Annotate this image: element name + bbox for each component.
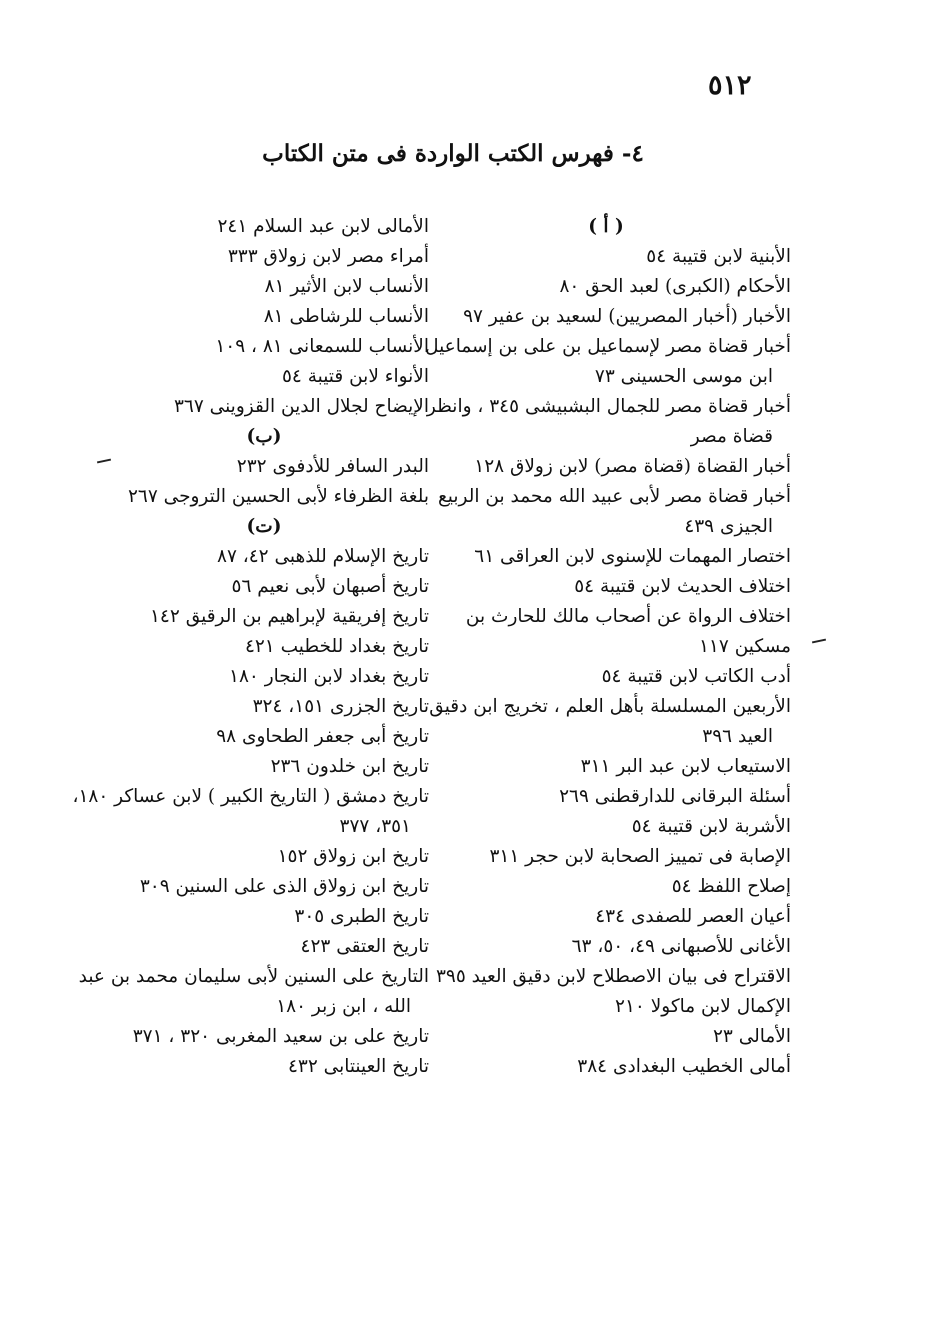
page-number: ٥١٢ xyxy=(708,70,752,101)
index-entry: إصلاح اللفظ ٥٤ xyxy=(671,876,791,897)
index-entry: تاريخ بغداد لابن النجار ١٨٠ xyxy=(229,666,429,687)
index-entry: تاريخ بغداد للخطيب ٤٢١ xyxy=(244,636,429,657)
index-entry: الإصابة فى تمييز الصحابة لابن حجر ٣١١ xyxy=(489,846,791,867)
index-entry: اختصار المهمات للإسنوى لابن العراقى ٦١ xyxy=(474,546,791,567)
index-column-right xyxy=(425,212,791,1082)
index-entry-continuation: مسكين ١١٧ xyxy=(699,636,791,657)
index-entry-continuation: ٣٥١، ٣٧٧ xyxy=(339,816,411,837)
index-entry: الإكمال لابن ماكولا ٢١٠ xyxy=(615,996,791,1017)
index-entry: تاريخ على بن سعيد المغربى ٣٢٠ ، ٣٧١ xyxy=(132,1026,429,1047)
index-entry: أسئلة البرقانى للدارقطنى ٢٦٩ xyxy=(559,786,791,807)
index-entry: اختلاف الحديث لابن قتيبة ٥٤ xyxy=(574,576,791,597)
index-entry: تاريخ العينتابى ٤٣٢ xyxy=(287,1056,429,1077)
index-entry: أعيان العصر للصفدى ٤٣٤ xyxy=(595,906,791,927)
index-entry: أخبار القضاة (قضاة مصر) لابن زولاق ١٢٨ xyxy=(474,456,791,477)
index-entry: البدر السافر للأدفوى ٢٣٢ xyxy=(236,456,429,477)
index-entry: التاريخ على السنين لأبى سليمان محمد بن عبد xyxy=(78,966,429,987)
index-entry: الاستيعاب لابن عبد البر ٣١١ xyxy=(580,756,791,777)
index-entry: تاريخ إفريقية لإبراهيم بن الرقيق ١٤٢ xyxy=(150,606,429,627)
index-entry: تاريخ ابن زولاق الذى على السنين ٣٠٩ xyxy=(139,876,429,897)
index-entry-continuation: العيد ٣٩٦ xyxy=(702,726,773,747)
index-entry: تاريخ الإسلام للذهبى ٤٢، ٨٧ xyxy=(217,546,429,567)
index-entry: الأشربة لابن قتيبة ٥٤ xyxy=(631,816,791,837)
index-entry: الأخبار (أخبار المصريين) لسعيد بن عفير ٩٧ xyxy=(463,306,791,327)
index-entry: الأنساب للسمعانى ٨١ ، ١٠٩ xyxy=(215,336,429,357)
index-entry: الأمالى ٢٣ xyxy=(712,1026,791,1047)
index-entry: الأمالى لابن عبد السلام ٢٤١ xyxy=(217,216,429,237)
index-entry: تاريخ الجزرى ١٥١، ٣٢٤ xyxy=(252,696,429,717)
index-entry-continuation: ابن موسى الحسينى ٧٣ xyxy=(594,366,773,387)
index-entry: بلغة الظرفاء لأبى الحسين التروجى ٢٦٧ xyxy=(127,486,429,507)
index-entry: تاريخ أصبهان لأبى نعيم ٥٦ xyxy=(231,576,429,597)
index-entry: أخبار قضاة مصر للجمال البشبيشى ٣٤٥ ، وانظر xyxy=(426,396,791,417)
index-entry: الأنواء لابن قتيبة ٥٤ xyxy=(281,366,429,387)
index-entry: الأغانى للأصبهانى ٤٩، ٥٠، ٦٣ xyxy=(571,936,791,957)
index-entry: أمالى الخطيب البغدادى ٣٨٤ xyxy=(577,1056,791,1077)
index-entry: تاريخ أبى جعفر الطحاوى ٩٨ xyxy=(216,726,429,747)
index-entry: أخبار قضاة مصر لأبى عبيد الله محمد بن الربيع xyxy=(437,486,791,507)
index-entry: الأربعين المسلسلة بأهل العلم ، تخريج ابن دقيق xyxy=(429,696,791,717)
index-entry-continuation: الجيزى ٤٣٩ xyxy=(684,516,773,537)
index-entry: تاريخ الطبرى ٣٠٥ xyxy=(294,906,429,927)
index-entry: أدب الكاتب لابن قتيبة ٥٤ xyxy=(601,666,791,687)
index-entry: تاريخ ابن خلدون ٢٣٦ xyxy=(270,756,429,777)
index-entry: الإيضاح لجلال الدين القزوينى ٣٦٧ xyxy=(173,396,429,417)
index-entry: الأحكام (الكبرى) لعبد الحق ٨٠ xyxy=(559,276,791,297)
index-entry: تاريخ ابن زولاق ١٥٢ xyxy=(277,846,429,867)
index-entry: تاريخ دمشق ( التاريخ الكبير ) لابن عساكر ١٨٠، xyxy=(72,786,429,807)
index-entry: تاريخ العتقى ٤٢٣ xyxy=(300,936,429,957)
index-entry-continuation: الله ، ابن زبر ١٨٠ xyxy=(276,996,411,1017)
section-heading: ( أ ) xyxy=(588,216,624,237)
index-entry: الأنساب لابن الأثير ٨١ xyxy=(264,276,429,297)
section-heading: (ب) xyxy=(246,426,282,447)
index-entry: الاقتراح فى بيان الاصطلاح لابن دقيق العيد ٣٩٥ xyxy=(435,966,791,987)
index-entry-continuation: قضاة مصر xyxy=(690,426,773,447)
index-entry: الأبنية لابن قتيبة ٥٤ xyxy=(646,246,791,267)
index-entry: أخبار قضاة مصر لإسماعيل بن على بن إسماعيل xyxy=(425,336,791,357)
index-entry: اختلاف الرواة عن أصحاب مالك للحارث بن xyxy=(465,606,791,627)
index-column-left xyxy=(72,212,429,1082)
index-entry: الأنساب للرشاطى ٨١ xyxy=(263,306,429,327)
index-entry: أمراء مصر لابن زولاق ٣٣٣ xyxy=(227,246,429,267)
page-title: ٤- فهرس الكتب الواردة فى متن الكتاب xyxy=(262,140,644,167)
section-heading: (ت) xyxy=(246,516,282,537)
margin-mark xyxy=(812,639,826,644)
